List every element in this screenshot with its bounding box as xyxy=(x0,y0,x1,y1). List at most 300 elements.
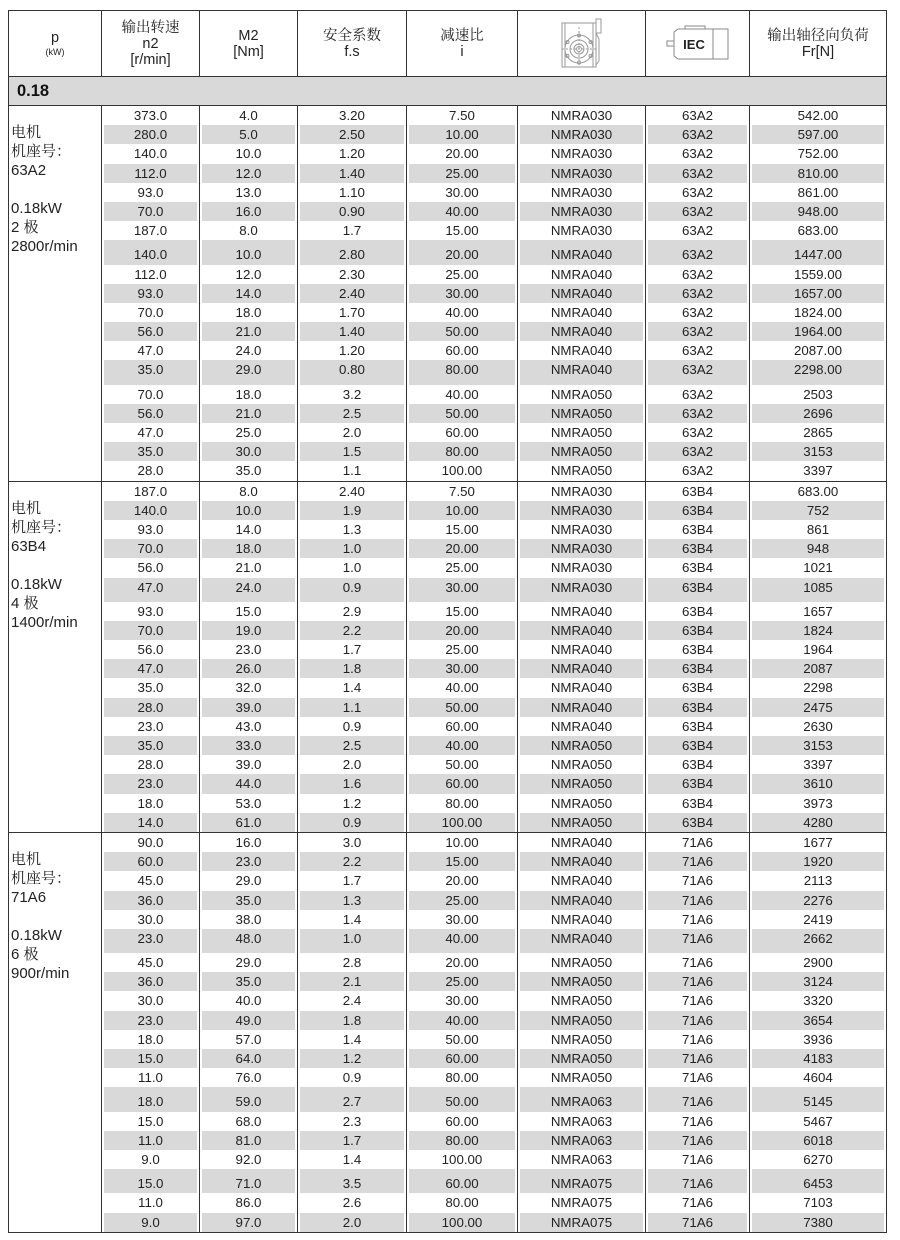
cell-gearbox-model: NMRA050 xyxy=(518,736,646,755)
cell-gearbox-model: NMRA030 xyxy=(518,558,646,577)
header-output-speed-symbol: n2 xyxy=(142,35,159,52)
cell-torque: 21.0 xyxy=(200,322,298,341)
header-safety-factor xyxy=(298,11,407,76)
table-row xyxy=(102,1131,886,1150)
table-row xyxy=(102,972,886,991)
cell-radial-load: 2419 xyxy=(803,911,833,927)
table-row xyxy=(102,303,886,322)
cell-torque: 16.0 xyxy=(200,202,298,221)
cell-safety-factor: 3.20 xyxy=(298,106,407,125)
cell-motor-frame: 71A6 xyxy=(646,1112,750,1131)
cell-ratio: 30.00 xyxy=(407,284,518,303)
cell-torque: 44.0 xyxy=(200,774,298,793)
cell-gearbox-model: NMRA050 xyxy=(518,404,646,423)
cell-output-speed: 70.0 xyxy=(102,303,200,322)
table-row xyxy=(102,929,886,948)
cell-gearbox-model: NMRA050 xyxy=(518,442,646,461)
cell-radial-load: 5467 xyxy=(803,1113,833,1129)
motor-label-line: 电机 xyxy=(11,499,42,517)
cell-gearbox-model: NMRA030 xyxy=(518,539,646,558)
cell-motor-frame: 71A6 xyxy=(646,1049,750,1068)
cell-safety-factor: 2.80 xyxy=(298,245,407,264)
cell-motor-frame: 63B4 xyxy=(646,774,750,793)
cell-torque: 35.0 xyxy=(200,461,298,480)
cell-output-speed: 28.0 xyxy=(102,755,200,774)
cell-safety-factor: 2.6 xyxy=(298,1193,407,1212)
table-row xyxy=(102,558,886,577)
cell-safety-factor: 1.1 xyxy=(298,461,407,480)
cell-radial-load: 5145 xyxy=(750,1092,886,1111)
cell-output-speed: 70.0 xyxy=(102,621,200,640)
cell-torque: 49.0 xyxy=(200,1011,298,1030)
cell-ratio: 50.00 xyxy=(407,1030,518,1049)
cell-safety-factor: 0.9 xyxy=(298,578,407,597)
table-row xyxy=(102,125,886,144)
table-row xyxy=(102,341,886,360)
cell-output-speed: 112.0 xyxy=(102,265,200,284)
header-gearbox xyxy=(518,11,646,76)
header-torque xyxy=(200,11,298,76)
cell-output-speed: 35.0 xyxy=(102,360,200,379)
cell-safety-factor: 1.4 xyxy=(298,910,407,929)
cell-ratio: 25.00 xyxy=(407,891,518,910)
cell-ratio: 30.00 xyxy=(407,183,518,202)
cell-gearbox-model: NMRA030 xyxy=(518,501,646,520)
cell-output-speed: 93.0 xyxy=(102,520,200,539)
cell-gearbox-model: NMRA030 xyxy=(518,202,646,221)
cell-radial-load: 2298.00 xyxy=(750,360,886,379)
cell-motor-frame: 63A2 xyxy=(646,202,750,221)
cell-motor-frame: 63B4 xyxy=(646,698,750,717)
cell-gearbox-model: NMRA040 xyxy=(518,640,646,659)
cell-safety-factor: 1.7 xyxy=(298,640,407,659)
cell-safety-factor: 2.7 xyxy=(298,1092,407,1111)
cell-torque: 40.0 xyxy=(200,991,298,1010)
cell-safety-factor: 1.7 xyxy=(298,871,407,890)
cell-gearbox-model: NMRA030 xyxy=(518,106,646,125)
cell-radial-load: 3153 xyxy=(750,442,886,461)
cell-safety-factor: 1.7 xyxy=(298,221,407,240)
header-ratio xyxy=(407,11,518,76)
cell-output-speed: 90.0 xyxy=(102,833,200,852)
cell-radial-load: 542.00 xyxy=(797,108,839,123)
table-row xyxy=(102,322,886,341)
cell-safety-factor: 1.4 xyxy=(298,1030,407,1049)
header-ratio-symbol: i xyxy=(460,43,464,60)
cell-ratio: 60.00 xyxy=(407,1112,518,1131)
cell-motor-frame: 63B4 xyxy=(646,640,750,659)
cell-motor-frame: 71A6 xyxy=(646,1030,750,1049)
cell-ratio: 30.00 xyxy=(407,991,518,1010)
table-row xyxy=(102,144,886,163)
cell-torque: 19.0 xyxy=(200,621,298,640)
cell-torque: 24.0 xyxy=(200,578,298,597)
cell-motor-frame: 63B4 xyxy=(646,659,750,678)
cell-torque: 13.0 xyxy=(200,183,298,202)
cell-motor-frame: 63A2 xyxy=(646,303,750,322)
cell-motor-frame: 63A2 xyxy=(646,341,750,360)
cell-torque: 35.0 xyxy=(200,972,298,991)
table-row xyxy=(102,520,886,539)
table-row xyxy=(102,1092,886,1111)
motor-group-label xyxy=(9,106,102,481)
header-safety-factor-symbol: f.s xyxy=(344,43,360,60)
cell-safety-factor: 1.4 xyxy=(298,678,407,697)
table-row xyxy=(102,813,886,832)
power-section-row xyxy=(9,77,886,106)
cell-safety-factor: 1.3 xyxy=(298,891,407,910)
cell-output-speed: 373.0 xyxy=(102,106,200,125)
cell-gearbox-model: NMRA063 xyxy=(518,1092,646,1111)
cell-torque: 33.0 xyxy=(200,736,298,755)
cell-safety-factor: 1.3 xyxy=(298,520,407,539)
cell-radial-load: 752.00 xyxy=(797,146,839,162)
cell-output-speed: 30.0 xyxy=(102,991,200,1010)
motor-group xyxy=(9,482,886,833)
cell-safety-factor: 1.4 xyxy=(298,1150,407,1169)
cell-gearbox-model: NMRA050 xyxy=(518,774,646,793)
cell-ratio: 80.00 xyxy=(407,442,518,461)
cell-safety-factor: 2.50 xyxy=(298,125,407,144)
cell-radial-load: 1657.00 xyxy=(750,284,886,303)
cell-ratio: 30.00 xyxy=(407,910,518,929)
cell-gearbox-model: NMRA040 xyxy=(518,284,646,303)
cell-output-speed: 35.0 xyxy=(102,678,200,697)
cell-torque: 39.0 xyxy=(200,755,298,774)
table-row xyxy=(102,736,886,755)
header-ratio-label: 减速比 xyxy=(440,27,484,44)
cell-output-speed: 56.0 xyxy=(102,404,200,423)
cell-motor-frame: 63A2 xyxy=(646,284,750,303)
cell-output-speed: 36.0 xyxy=(102,891,200,910)
cell-gearbox-model: NMRA040 xyxy=(518,621,646,640)
cell-output-speed: 23.0 xyxy=(102,929,200,948)
cell-output-speed: 15.0 xyxy=(102,1174,200,1193)
cell-torque: 76.0 xyxy=(200,1068,298,1087)
cell-motor-frame: 71A6 xyxy=(646,1193,750,1212)
cell-torque: 12.0 xyxy=(200,164,298,183)
cell-ratio: 15.00 xyxy=(407,520,518,539)
worm-gearbox-drawing-icon xyxy=(559,17,605,71)
motor-label-line: 1400r/min xyxy=(11,613,78,631)
cell-output-speed: 140.0 xyxy=(102,144,200,163)
cell-safety-factor: 2.1 xyxy=(298,972,407,991)
cell-radial-load: 1964.00 xyxy=(750,322,886,341)
cell-output-speed: 23.0 xyxy=(102,1011,200,1030)
cell-safety-factor: 3.2 xyxy=(298,385,407,404)
cell-radial-load: 6453 xyxy=(750,1174,886,1193)
header-motor xyxy=(646,11,750,76)
motor-label-line: 63B4 xyxy=(11,537,47,555)
motor-label-line xyxy=(11,907,101,926)
cell-output-speed: 15.0 xyxy=(102,1112,200,1131)
cell-torque: 35.0 xyxy=(200,891,298,910)
cell-torque: 61.0 xyxy=(200,813,298,832)
header-radial-load-label: 输出轴径向负荷 xyxy=(767,27,869,44)
cell-output-speed: 14.0 xyxy=(102,813,200,832)
cell-radial-load: 1559.00 xyxy=(793,266,843,282)
cell-radial-load: 1677 xyxy=(803,834,833,850)
header-radial-load xyxy=(750,11,886,76)
cell-ratio: 20.00 xyxy=(407,245,518,264)
cell-output-speed: 70.0 xyxy=(102,385,200,404)
cell-ratio: 25.00 xyxy=(407,265,518,284)
cell-ratio: 60.00 xyxy=(407,1049,518,1068)
cell-motor-frame: 63B4 xyxy=(646,602,750,621)
cell-ratio: 40.00 xyxy=(407,303,518,322)
cell-ratio: 25.00 xyxy=(407,640,518,659)
cell-output-speed: 140.0 xyxy=(102,501,200,520)
cell-motor-frame: 71A6 xyxy=(646,972,750,991)
cell-safety-factor: 0.90 xyxy=(298,202,407,221)
cell-ratio: 15.00 xyxy=(407,602,518,621)
cell-motor-frame: 71A6 xyxy=(646,929,750,948)
cell-output-speed: 56.0 xyxy=(102,322,200,341)
table-row xyxy=(102,1193,886,1212)
cell-torque: 48.0 xyxy=(200,929,298,948)
motor-label-line xyxy=(11,556,101,575)
cell-motor-frame: 71A6 xyxy=(646,1131,750,1150)
cell-motor-frame: 63A2 xyxy=(646,404,750,423)
cell-ratio: 7.50 xyxy=(407,482,518,501)
cell-output-speed: 9.0 xyxy=(102,1150,200,1169)
cell-motor-frame: 71A6 xyxy=(646,1068,750,1087)
table-row xyxy=(102,164,886,183)
cell-gearbox-model: NMRA050 xyxy=(518,385,646,404)
cell-ratio: 80.00 xyxy=(407,360,518,379)
cell-torque: 59.0 xyxy=(200,1092,298,1111)
cell-safety-factor: 1.40 xyxy=(298,164,407,183)
cell-gearbox-model: NMRA030 xyxy=(518,164,646,183)
motor-label-line: 2800r/min xyxy=(11,238,78,255)
cell-output-speed: 30.0 xyxy=(102,910,200,929)
table-row xyxy=(102,794,886,813)
cell-output-speed: 47.0 xyxy=(102,423,200,442)
cell-motor-frame: 63A2 xyxy=(646,125,750,144)
motor-label-line: 机座号： xyxy=(11,869,72,887)
iec-motor-icon xyxy=(665,24,731,64)
cell-safety-factor: 1.70 xyxy=(298,303,407,322)
cell-radial-load: 2503 xyxy=(803,386,833,402)
cell-gearbox-model: NMRA050 xyxy=(518,813,646,832)
cell-safety-factor: 1.10 xyxy=(298,183,407,202)
motor-label-line: 71A6 xyxy=(11,888,47,906)
cell-motor-frame: 63B4 xyxy=(646,794,750,813)
table-row xyxy=(102,578,886,597)
header-output-speed-unit: [r/min] xyxy=(130,51,171,68)
cell-output-speed: 15.0 xyxy=(102,1049,200,1068)
cell-motor-frame: 71A6 xyxy=(646,910,750,929)
cell-ratio: 80.00 xyxy=(407,1131,518,1150)
cell-ratio: 60.00 xyxy=(407,717,518,736)
cell-safety-factor: 1.1 xyxy=(298,698,407,717)
cell-motor-frame: 63A2 xyxy=(646,183,750,202)
cell-motor-frame: 71A6 xyxy=(646,871,750,890)
cell-torque: 25.0 xyxy=(200,423,298,442)
header-output-speed xyxy=(102,11,200,76)
cell-gearbox-model: NMRA050 xyxy=(518,1030,646,1049)
cell-gearbox-model: NMRA040 xyxy=(518,265,646,284)
cell-ratio: 50.00 xyxy=(407,322,518,341)
cell-output-speed: 280.0 xyxy=(102,125,200,144)
cell-ratio: 10.00 xyxy=(407,501,518,520)
cell-radial-load: 3397 xyxy=(803,463,833,479)
header-safety-factor-label: 安全系数 xyxy=(323,27,381,44)
cell-output-speed: 47.0 xyxy=(102,341,200,360)
cell-motor-frame: 63A2 xyxy=(646,221,750,240)
cell-ratio: 40.00 xyxy=(407,929,518,948)
cell-radial-load: 6018 xyxy=(750,1131,886,1150)
table-row xyxy=(102,717,886,736)
cell-motor-frame: 63B4 xyxy=(646,578,750,597)
cell-gearbox-model: NMRA030 xyxy=(518,183,646,202)
cell-radial-load: 3973 xyxy=(803,795,833,811)
cell-gearbox-model: NMRA050 xyxy=(518,423,646,442)
cell-torque: 16.0 xyxy=(200,833,298,852)
cell-safety-factor: 1.0 xyxy=(298,539,407,558)
cell-ratio: 25.00 xyxy=(407,972,518,991)
motor-label-line: 机座号： xyxy=(11,143,72,160)
cell-gearbox-model: NMRA030 xyxy=(518,144,646,163)
cell-ratio: 20.00 xyxy=(407,144,518,163)
cell-output-speed: 56.0 xyxy=(102,558,200,577)
cell-safety-factor: 1.8 xyxy=(298,1011,407,1030)
cell-output-speed: 93.0 xyxy=(102,602,200,621)
cell-safety-factor: 1.7 xyxy=(298,1131,407,1150)
cell-radial-load: 948 xyxy=(750,539,886,558)
cell-gearbox-model: NMRA030 xyxy=(518,482,646,501)
cell-output-speed: 140.0 xyxy=(102,245,200,264)
cell-motor-frame: 63B4 xyxy=(646,717,750,736)
cell-radial-load: 948.00 xyxy=(750,202,886,221)
cell-output-speed: 93.0 xyxy=(102,183,200,202)
cell-gearbox-model: NMRA040 xyxy=(518,852,646,871)
cell-ratio: 100.00 xyxy=(407,461,518,480)
cell-motor-frame: 63B4 xyxy=(646,482,750,501)
cell-torque: 32.0 xyxy=(200,678,298,697)
cell-output-speed: 11.0 xyxy=(102,1131,200,1150)
table-row xyxy=(102,602,886,621)
cell-ratio: 15.00 xyxy=(407,852,518,871)
table-row xyxy=(102,698,886,717)
cell-radial-load: 1964 xyxy=(803,642,833,658)
table-row xyxy=(102,659,886,678)
cell-safety-factor: 1.20 xyxy=(298,144,407,163)
cell-motor-frame: 71A6 xyxy=(646,833,750,852)
table-row xyxy=(102,871,886,890)
cell-motor-frame: 71A6 xyxy=(646,1150,750,1169)
cell-radial-load: 683.00 xyxy=(797,483,839,499)
cell-torque: 53.0 xyxy=(200,794,298,813)
table-row xyxy=(102,1030,886,1049)
cell-motor-frame: 71A6 xyxy=(646,891,750,910)
cell-safety-factor: 3.0 xyxy=(298,833,407,852)
cell-ratio: 20.00 xyxy=(407,953,518,972)
cell-gearbox-model: NMRA030 xyxy=(518,578,646,597)
table-row xyxy=(102,221,886,240)
cell-output-speed: 112.0 xyxy=(102,164,200,183)
cell-motor-frame: 63B4 xyxy=(646,520,750,539)
cell-safety-factor: 0.80 xyxy=(298,360,407,379)
cell-output-speed: 45.0 xyxy=(102,871,200,890)
cell-torque: 4.0 xyxy=(200,106,298,125)
cell-radial-load: 7380 xyxy=(750,1213,886,1232)
cell-motor-frame: 71A6 xyxy=(646,1011,750,1030)
cell-motor-frame: 63A2 xyxy=(646,322,750,341)
cell-radial-load: 2298 xyxy=(803,680,833,696)
cell-radial-load: 3320 xyxy=(803,993,833,1009)
cell-ratio: 40.00 xyxy=(407,736,518,755)
cell-motor-frame: 63A2 xyxy=(646,461,750,480)
cell-safety-factor: 2.40 xyxy=(298,482,407,501)
motor-group-label xyxy=(9,482,102,832)
cell-torque: 8.0 xyxy=(200,221,298,240)
cell-ratio: 80.00 xyxy=(407,794,518,813)
cell-torque: 26.0 xyxy=(200,659,298,678)
cell-radial-load: 1447.00 xyxy=(750,245,886,264)
cell-safety-factor: 2.0 xyxy=(298,755,407,774)
cell-gearbox-model: NMRA040 xyxy=(518,929,646,948)
cell-ratio: 40.00 xyxy=(407,1011,518,1030)
cell-safety-factor: 0.9 xyxy=(298,717,407,736)
section-power-label: 0.18 xyxy=(17,81,50,100)
cell-safety-factor: 1.9 xyxy=(298,501,407,520)
table-row xyxy=(102,265,886,284)
cell-torque: 29.0 xyxy=(200,360,298,379)
cell-safety-factor: 3.5 xyxy=(298,1174,407,1193)
cell-output-speed: 23.0 xyxy=(102,774,200,793)
cell-radial-load: 683.00 xyxy=(797,223,839,239)
cell-torque: 64.0 xyxy=(200,1049,298,1068)
cell-torque: 18.0 xyxy=(200,539,298,558)
cell-ratio: 40.00 xyxy=(407,202,518,221)
cell-motor-frame: 63B4 xyxy=(646,678,750,697)
cell-output-speed: 45.0 xyxy=(102,953,200,972)
cell-gearbox-model: NMRA050 xyxy=(518,991,646,1010)
cell-safety-factor: 1.2 xyxy=(298,1049,407,1068)
cell-ratio: 40.00 xyxy=(407,678,518,697)
cell-gearbox-model: NMRA040 xyxy=(518,659,646,678)
cell-torque: 81.0 xyxy=(200,1131,298,1150)
cell-gearbox-model: NMRA040 xyxy=(518,871,646,890)
table-row xyxy=(102,501,886,520)
cell-ratio: 50.00 xyxy=(407,698,518,717)
cell-torque: 23.0 xyxy=(200,640,298,659)
cell-safety-factor: 1.5 xyxy=(298,442,407,461)
table-row xyxy=(102,482,886,501)
cell-torque: 29.0 xyxy=(200,871,298,890)
cell-ratio: 60.00 xyxy=(407,423,518,442)
cell-torque: 92.0 xyxy=(200,1150,298,1169)
cell-radial-load: 861 xyxy=(806,521,830,537)
cell-torque: 29.0 xyxy=(200,953,298,972)
cell-gearbox-model: NMRA063 xyxy=(518,1150,646,1169)
motor-label-line xyxy=(11,180,101,199)
cell-ratio: 40.00 xyxy=(407,385,518,404)
cell-safety-factor: 2.0 xyxy=(298,1213,407,1232)
header-torque-symbol: M2 xyxy=(238,27,259,44)
cell-motor-frame: 63A2 xyxy=(646,245,750,264)
cell-radial-load: 3654 xyxy=(750,1011,886,1030)
cell-ratio: 30.00 xyxy=(407,659,518,678)
cell-torque: 12.0 xyxy=(200,265,298,284)
table-row xyxy=(102,442,886,461)
cell-motor-frame: 63A2 xyxy=(646,442,750,461)
cell-motor-frame: 71A6 xyxy=(646,953,750,972)
cell-safety-factor: 2.30 xyxy=(298,265,407,284)
table-row xyxy=(102,1150,886,1169)
table-row xyxy=(102,423,886,442)
